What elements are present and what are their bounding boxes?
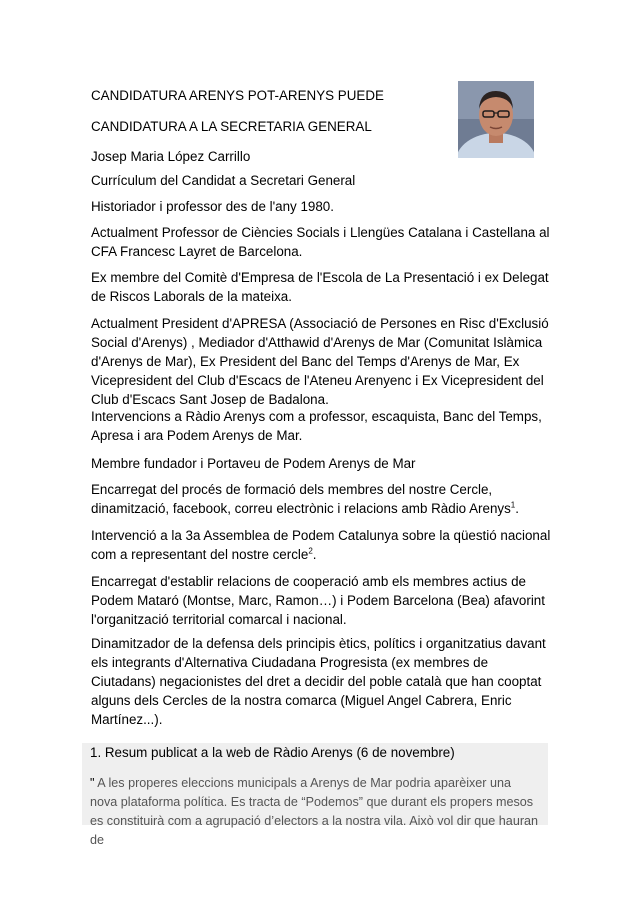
- paragraph-dinamitzador: Dinamitzador de la defensa dels principis ètics, polítics i organitzatius davant els integrants d'Alternativa Ciudadana Progresista (ex membres de Ciutadans) negacionistes del dret a decidir del poble català que han cooptat alguns dels Cercles de la nostra comarca (Miguel Angel Cabrera, Enric Martínez...).: [91, 636, 546, 727]
- cv-title: Currículum del Candidat a Secretari General: [91, 173, 356, 188]
- footnote-body-text: A les properes eleccions municipals a Arenys de Mar podria aparèixer una nova plataforma política. Es tracta de “Podemos” que durant els propers mesos es constituirà com a agrupació d’electors a la nostra vila. Això vol dir que hauran de: [90, 776, 539, 847]
- paragraph-assemblea: [91, 526, 551, 564]
- footnote-body: [90, 774, 540, 850]
- candidate-name: Josep Maria López Carrillo: [91, 149, 251, 164]
- footnote-ref-1[interactable]: 1: [510, 500, 516, 510]
- paragraph-president-apresa: Actualment President d'APRESA (Associació de Persones en Risc d'Exclusió Social d'Arenys) , Mediador d'Atthawid d'Arenys de Mar (Comunitat Islàmica d'Arenys de Mar), Ex President del Banc del Temps d'Arenys de Mar, Ex Vicepresident del Club d'Escacs de l'Ateneu Arenyenc i Ex Vicepresident del Club d'Escacs Sant Josep de Badalona.: [91, 316, 549, 407]
- candidate-photo: [458, 81, 534, 158]
- paragraph-historiador: Historiador i professor des de l'any 1980.: [91, 199, 334, 214]
- paragraph-formacio: [91, 480, 551, 518]
- footnote-ref-2[interactable]: 2: [308, 546, 313, 556]
- paragraph-professor: Actualment Professor de Ciències Socials i Llengües Catalana i Castellana al CFA Francesc Layret de Barcelona.: [91, 225, 550, 259]
- footnote-box: [82, 743, 548, 847]
- paragraph-assemblea-text: Intervenció a la 3a Assemblea de Podem Catalunya sobre la qüestió nacional com a representant del nostre cercle: [91, 528, 551, 562]
- header-line-secretaria: CANDIDATURA A LA SECRETARIA GENERAL: [91, 119, 372, 134]
- paragraph-cooperacio: Encarregat d'establir relacions de cooperació amb els membres actius de Podem Mataró (Montse, Marc, Ramon…) i Podem Barcelona (Bea) afavorint l'organització territorial comarcal i nacional.: [91, 574, 545, 627]
- paragraph-formacio-text: Encarregat del procés de formació dels membres del nostre Cercle, dinamització, facebook, correu electrònic i relacions amb Ràdio Arenys: [91, 482, 511, 516]
- footnote-title: 1. Resum publicat a la web de Ràdio Arenys (6 de novembre): [90, 745, 455, 760]
- header-line-candidatura: CANDIDATURA ARENYS POT-ARENYS PUEDE: [91, 88, 384, 103]
- paragraph-comite: Ex membre del Comitè d'Empresa de l'Escola de La Presentació i ex Delegat de Riscos Laborals de la mateixa.: [91, 270, 549, 304]
- paragraph-formacio-end: .: [515, 501, 519, 516]
- paragraph-radio-arenys: Intervencions a Ràdio Arenys com a professor, escaquista, Banc del Temps, Apresa i ara Podem Arenys de Mar.: [91, 409, 542, 443]
- footnote-quote-mark: ": [90, 776, 95, 790]
- paragraph-assemblea-end: .: [312, 547, 317, 562]
- paragraph-membre-fundador: Membre fundador i Portaveu de Podem Arenys de Mar: [91, 456, 416, 471]
